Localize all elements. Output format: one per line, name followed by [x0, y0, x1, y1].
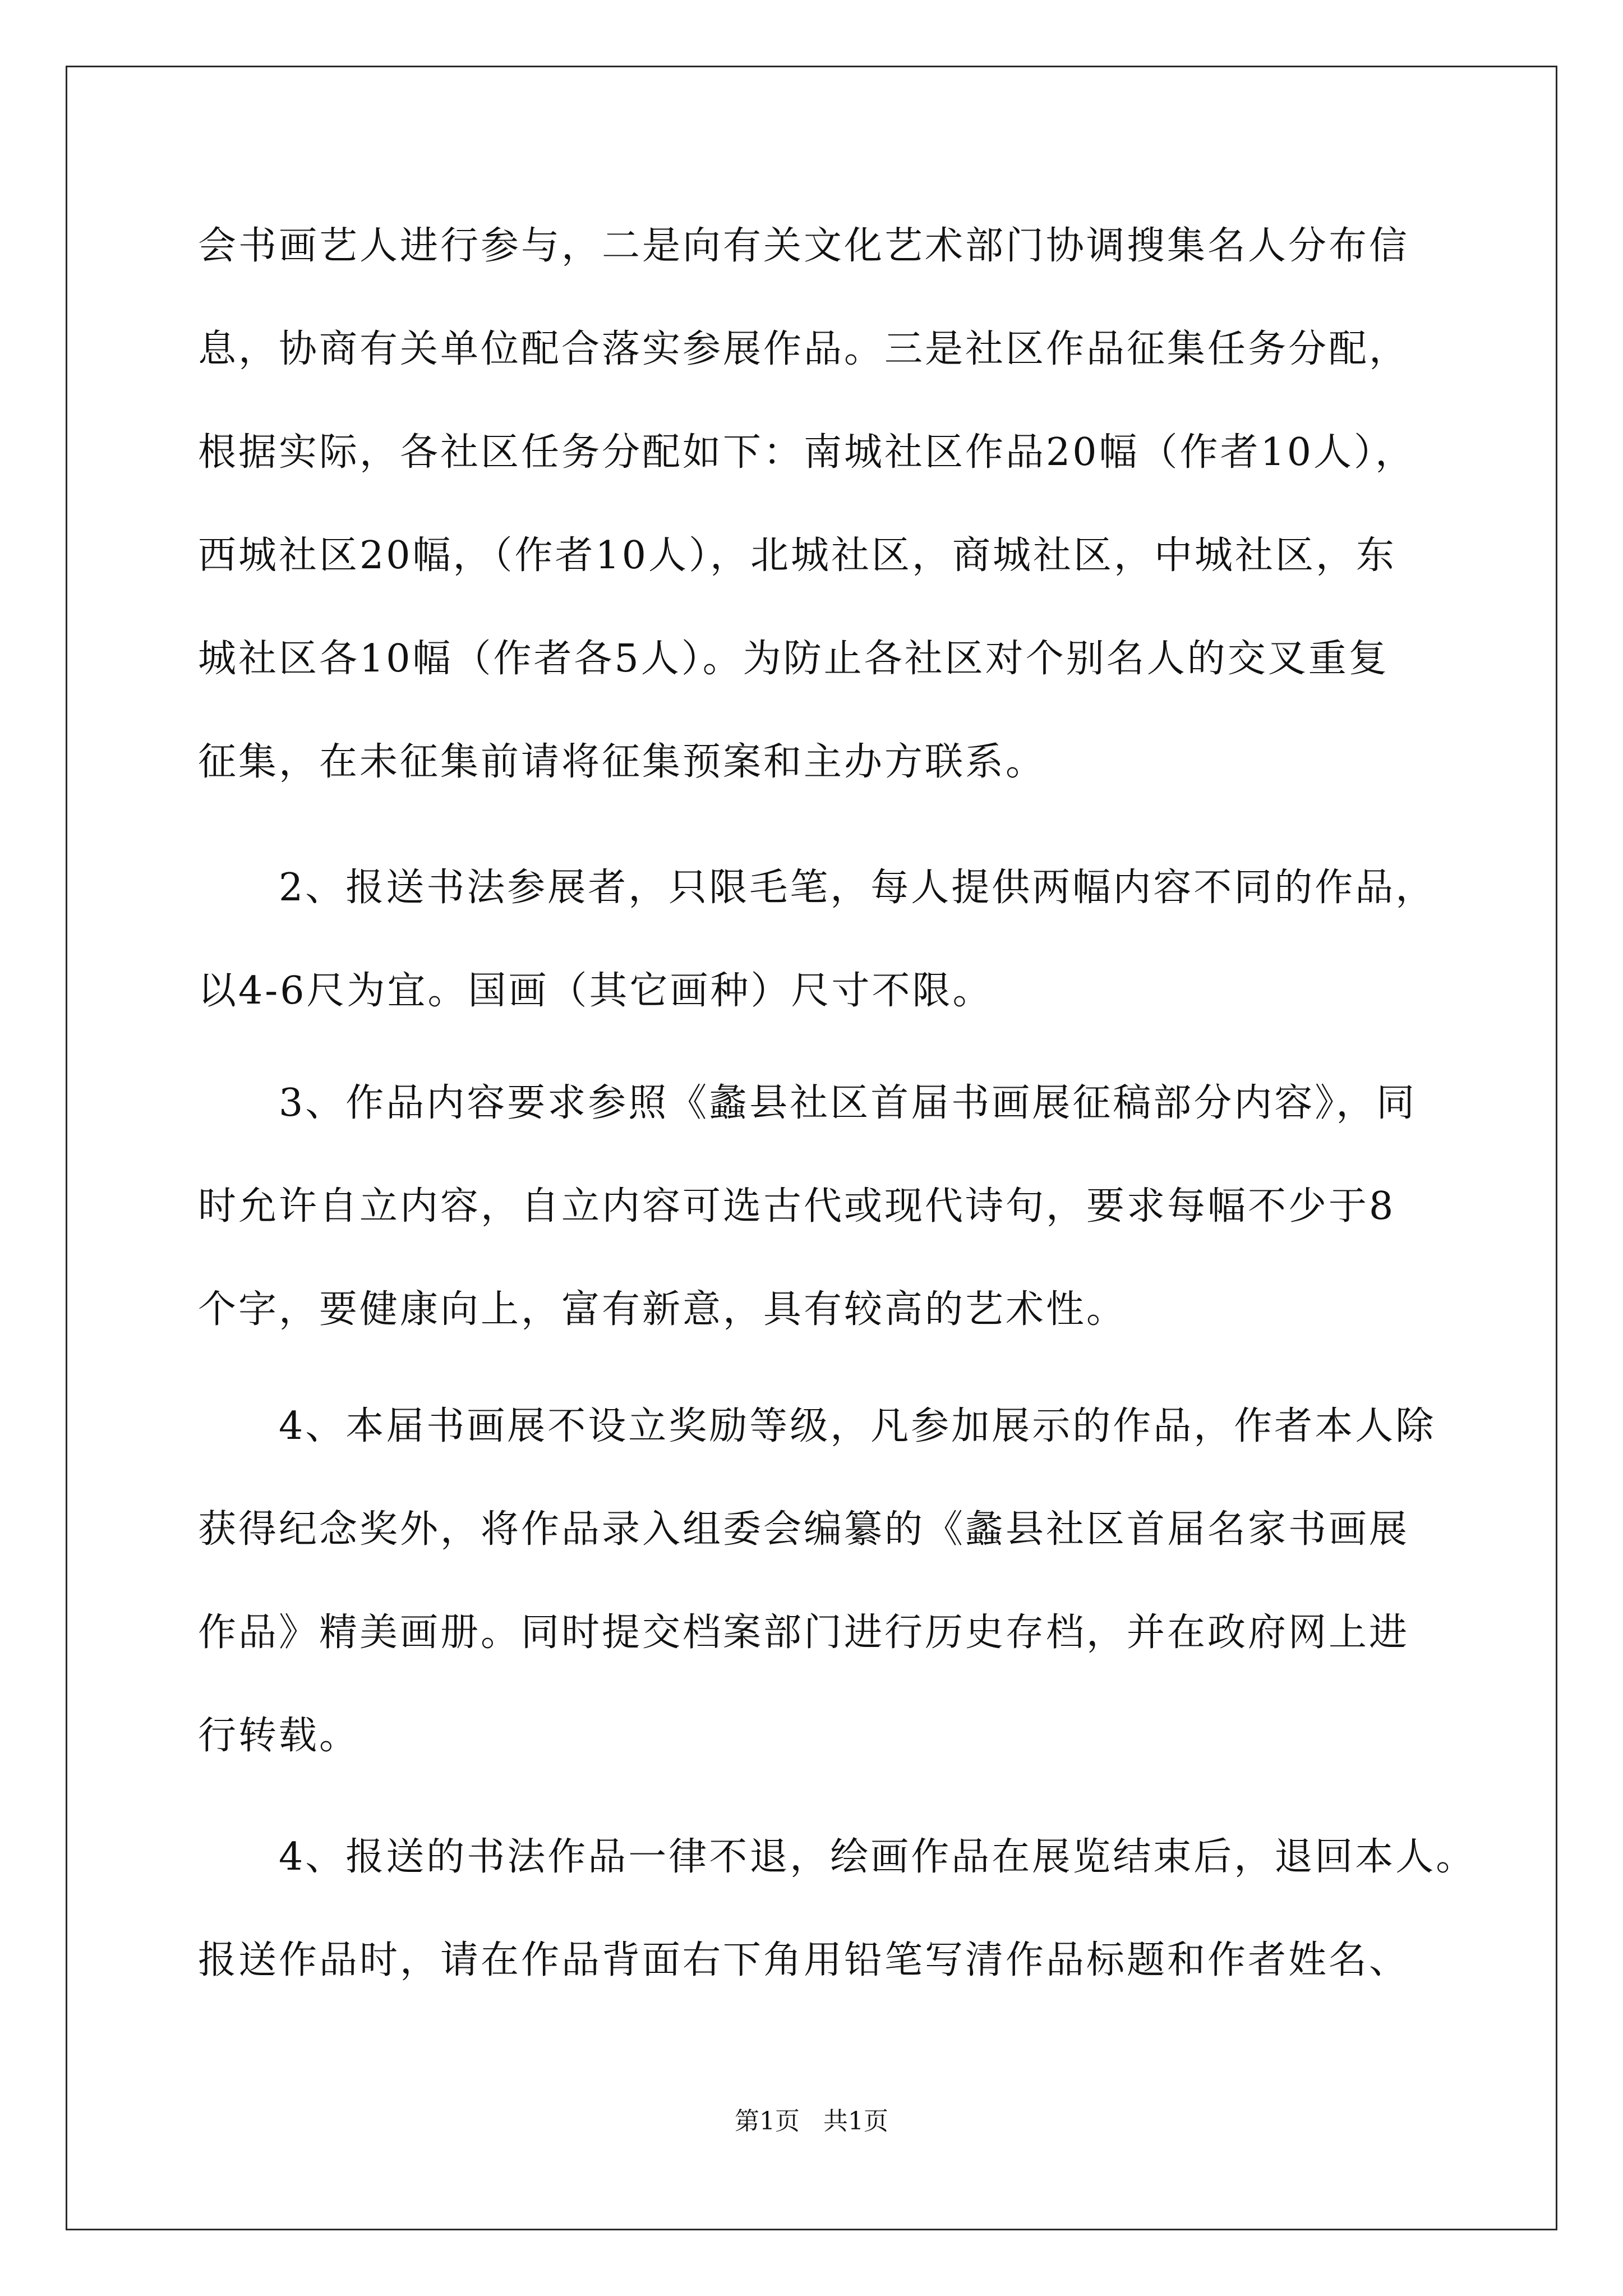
- page-number: 第1页: [735, 2107, 800, 2136]
- text-line: 作品》精美画册。同时提交档案部门进行历史存档，并在政府网上进: [198, 1611, 1410, 1655]
- page-border: [66, 66, 1557, 2230]
- text-line: 西城社区20幅，（作者10人），北城社区，商城社区，中城社区，东: [198, 533, 1397, 578]
- text-line: 行转载。: [198, 1714, 360, 1758]
- text-line: 根据实际，各社区任务分配如下：南城社区作品20幅（作者10人），: [198, 430, 1416, 475]
- text-line: 个字，要健康向上，富有新意，具有较高的艺术性。: [198, 1287, 1127, 1332]
- text-line: 息，协商有关单位配合落实参展作品。三是社区作品征集任务分配，: [198, 327, 1410, 371]
- text-line: 2、报送书法参展者，只限毛笔，每人提供两幅内容不同的作品，: [198, 866, 1436, 910]
- text-line: 获得纪念奖外，将作品录入组委会编纂的《蠡县社区首届名家书画展: [198, 1507, 1410, 1552]
- text-line: 4、报送的书法作品一律不退，绘画作品在展览结束后，退回本人。: [198, 1835, 1477, 1879]
- text-line: 3、作品内容要求参照《蠡县社区首届书画展征稿部分内容》，同: [198, 1081, 1417, 1125]
- text-line: 以4-6尺为宜。国画（其它画种）尺寸不限。: [198, 969, 993, 1013]
- text-line: 4、本届书画展不设立奖励等级，凡参加展示的作品，作者本人除: [198, 1404, 1436, 1448]
- text-line: 会书画艺人进行参与，二是向有关文化艺术部门协调搜集名人分布信: [198, 224, 1410, 268]
- text-line: 征集，在未征集前请将征集预案和主办方联系。: [198, 740, 1046, 784]
- text-line: 城社区各10幅（作者各5人）。为防止各社区对个别名人的交叉重复: [198, 637, 1389, 681]
- text-line: 报送作品时，请在作品背面右下角用铅笔写清作品标题和作者姓名、: [198, 1938, 1410, 1982]
- page-total: 共1页: [823, 2107, 888, 2136]
- page-footer: [0, 2107, 1623, 2136]
- text-line: 时允许自立内容，自立内容可选古代或现代诗句，要求每幅不少于8: [198, 1184, 1396, 1228]
